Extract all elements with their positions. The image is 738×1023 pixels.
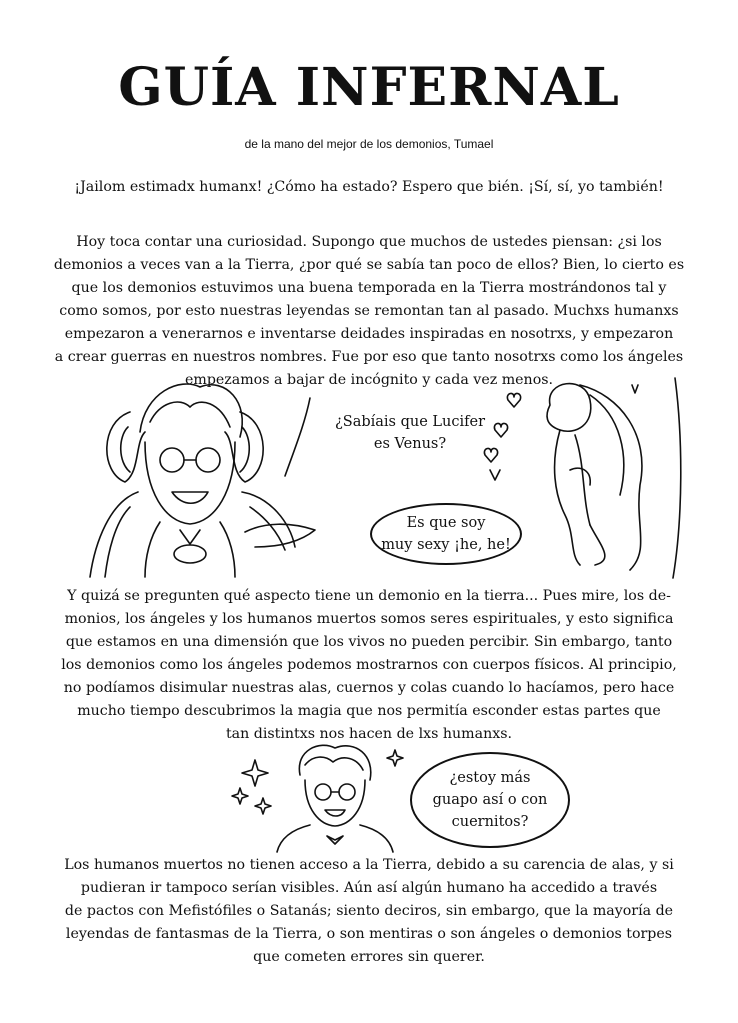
paragraph-line: pudieran ir tampoco serían visibles. Aún así algún humano ha accedido a través: [80, 880, 658, 896]
paragraph-line: como somos, por esto nuestras leyendas se remontan tan al pasado. Muchxs humanxs: [59, 303, 679, 319]
paragraph-line: Y quizá se pregunten qué aspecto tiene un demonio en la tierra... Pues mire, los de-: [67, 588, 671, 604]
paragraph-line: no podíamos disimular nuestras alas, cuernos y colas cuando lo hacíamos, pero hace: [63, 680, 675, 696]
paragraph-line: que estamos en una dimensión que los vivos no pueden percibir. Sin embargo, tanto: [65, 634, 673, 650]
paragraph-line: monios, los ángeles y los humanos muertos somos seres espirituales, y esto significa: [64, 611, 674, 627]
speech-tail: [280, 398, 320, 478]
paragraph-line: empezamos a bajar de incógnito y cada vez menos.: [184, 372, 554, 388]
paragraph-line: Hoy toca contar una curiosidad. Supongo que muchos de ustedes piensan: ¿si los: [76, 234, 662, 250]
page-title: GUÍA INFERNAL: [118, 57, 620, 118]
third-paragraph: [42, 854, 696, 969]
paragraph-line: tan distintxs nos hacen de lxs humanxs.: [225, 726, 513, 742]
paragraph-line: mucho tiempo descubrimos la magia que nos permitía esconder estas partes que: [77, 703, 661, 719]
demon-without-horns-illustration: [225, 740, 435, 852]
second-paragraph: [42, 585, 696, 746]
paragraph-line: leyendas de fantasmas de la Tierra, o son mentiras o son ángeles o demonios torpes: [65, 926, 673, 942]
page-subtitle: de la mano del mejor de los demonios, Tumael: [244, 137, 494, 151]
paragraph-line: que cometen errores sin querer.: [253, 949, 485, 965]
paragraph-line: los demonios como los ángeles podemos mostrarnos con cuerpos físicos. Al principio,: [61, 657, 677, 673]
speech-bubble-sexy: Es que soy muy sexy ¡he, he!: [370, 503, 522, 565]
paragraph-line: a crear guerras en nuestros nombres. Fue por eso que tanto nosotrxs como los ángeles: [54, 349, 684, 365]
paragraph-line: que los demonios estuvimos una buena temporada en la Tierra mostrándonos tal y: [71, 280, 667, 296]
panel-border-line: [655, 378, 685, 578]
greeting-text: ¡Jailom estimadx humanx! ¿Cómo ha estado? Espero que bién. ¡Sí, sí, yo también!: [74, 179, 664, 195]
paragraph-line: de pactos con Mefistófiles o Satanás; siento deciros, sin embargo, que la mayoría de: [64, 903, 674, 919]
speech-text-lucifer: ¿Sabíais que Lucifer es Venus?: [334, 414, 486, 452]
paragraph-line: Los humanos muertos no tienen acceso a la Tierra, debido a su carencia de alas, y si: [64, 857, 674, 873]
paragraph-line: empezaron a venerarnos e inventarse deidades inspiradas en nosotrxs, y empezaron: [64, 326, 674, 342]
intro-paragraph: [42, 231, 696, 392]
paragraph-line: demonios a veces van a la Tierra, ¿por qué se sabía tan poco de ellos? Bien, lo cierto es: [53, 257, 685, 273]
speech-bubble-horns: ¿estoy más guapo así o con cuernitos?: [410, 752, 570, 848]
